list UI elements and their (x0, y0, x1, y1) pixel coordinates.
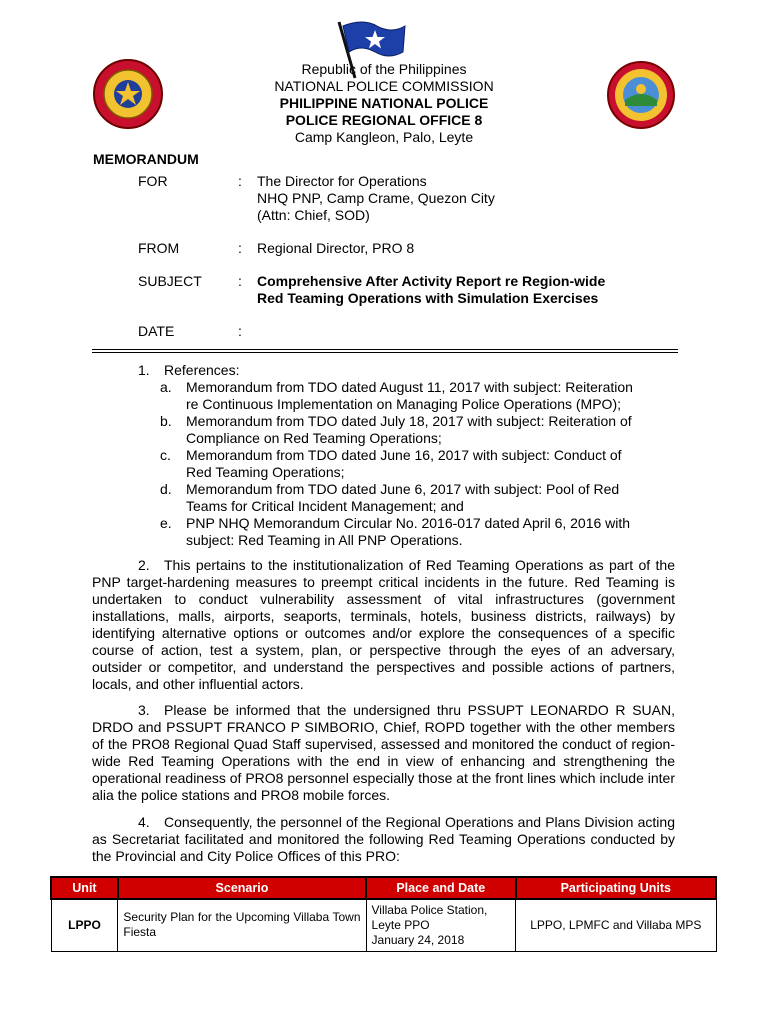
cell-date: January 24, 2018 (371, 932, 465, 947)
cell-place-date (366, 899, 516, 951)
header-place-date: Place and Date (366, 877, 516, 899)
reference-letter: e. (160, 515, 172, 531)
header-pnp: PHILIPPINE NATIONAL POLICE (279, 95, 489, 111)
reference-letter: c. (160, 447, 171, 463)
red-teaming-table (50, 876, 717, 952)
subject-line-2: Red Teaming Operations with Simulation Exercises (257, 290, 599, 306)
date-colon: : (238, 323, 242, 339)
cell-participants: LPPO, LPMFC and Villaba MPS (516, 899, 716, 951)
header-unit: Unit (51, 877, 118, 899)
paragraph-3-text: Please be informed that the undersigned thru PSSUPT LEONARDO R SUAN, DRDO and PSSUPT FRANCO P SIMBORIO, Chief, ROPD together with the other members of the PRO8 Regional Quad Staff supervised, assessed and monitored the conduct of region-wide Red Teaming Operations with the end in view of enhancing and strengthening the operational readiness of PRO8 personnel especially those at the front lines which include inter alia the police stations and PRO8 mobile forces. (92, 702, 675, 803)
paragraph-4-number: 4. (138, 814, 150, 830)
references-title: References: (164, 362, 240, 378)
for-line-2: NHQ PNP, Camp Crame, Quezon City (257, 190, 495, 206)
header-scenario: Scenario (118, 877, 366, 899)
header-republic: Republic of the Philippines (301, 61, 467, 77)
cell-place-line-1: Villaba Police Station, (371, 902, 488, 917)
references-number: 1. (138, 362, 150, 378)
reference-text: Memorandum from TDO dated June 16, 2017 with subject: Conduct of (186, 447, 622, 463)
reference-text-cont: subject: Red Teaming in All PNP Operations. (186, 532, 463, 548)
for-line-1: The Director for Operations (257, 173, 427, 189)
header-participating-units: Participating Units (516, 877, 716, 899)
reference-item (160, 413, 676, 447)
reference-text: Memorandum from TDO dated June 6, 2017 with subject: Pool of Red (186, 481, 620, 497)
for-colon: : (238, 173, 242, 189)
reference-text-cont: Red Teaming Operations; (186, 464, 345, 480)
date-label: DATE (138, 323, 175, 339)
from-label: FROM (138, 240, 180, 256)
subject-label: SUBJECT (138, 273, 202, 289)
paragraph-3 (92, 702, 675, 804)
from-colon: : (238, 240, 242, 256)
subject-line-1: Comprehensive After Activity Report re Region-wide (257, 273, 606, 289)
from-value: Regional Director, PRO 8 (257, 240, 415, 256)
reference-letter: b. (160, 413, 172, 429)
reference-text-cont: Teams for Critical Incident Management; and (186, 498, 464, 514)
table-row (51, 899, 716, 951)
paragraph-2-number: 2. (138, 557, 150, 573)
for-line-3: (Attn: Chief, SOD) (257, 207, 370, 223)
table-header-row (51, 877, 716, 899)
paragraph-4-text: Consequently, the personnel of the Regional Operations and Plans Division acting as Secretariat facilitated and monitored the following Red Teaming Operations conducted by the Provincial and City Police Offices of this PRO: (92, 814, 675, 864)
reference-text-cont: Compliance on Red Teaming Operations; (186, 430, 442, 446)
cell-scenario: Security Plan for the Upcoming Villaba Town Fiesta (118, 899, 366, 951)
reference-text-cont: re Continuous Implementation on Managing Police Operations (MPO); (186, 396, 621, 412)
divider-rule-top (92, 349, 678, 350)
paragraph-2-text: This pertains to the institutionalization of Red Teaming Operations as part of the PNP target-hardening measures to preempt critical incidents in the future. Red Teaming is undertaken to conduct vulnerability assessment of vital infrastructures (government installations, malls, airports, seaports, terminals, hotels, business districts, railways) by identifying alternative options or outcomes and/or explore the consequences of a specific course of action, test a system, plan, or perspective through the eyes of an adversary, outsider or competitor, and understand the perspectives and possible actions of partners, locals, and other influential actors. (92, 557, 675, 692)
reference-item (160, 379, 676, 413)
paragraph-4 (92, 814, 675, 865)
reference-item (160, 515, 676, 549)
references-list (160, 379, 676, 549)
references-heading (138, 362, 239, 379)
divider-rule-bottom (92, 352, 678, 353)
header-napolcom: NATIONAL POLICE COMMISSION (274, 78, 494, 94)
paragraph-2 (92, 557, 675, 693)
header-pro8: POLICE REGIONAL OFFICE 8 (285, 112, 483, 128)
reference-item (160, 447, 676, 481)
header-camp: Camp Kangleon, Palo, Leyte (294, 129, 474, 145)
for-label: FOR (138, 173, 168, 189)
subject-colon: : (238, 273, 242, 289)
reference-text: Memorandum from TDO dated July 18, 2017 with subject: Reiteration of (186, 413, 632, 429)
paragraph-3-number: 3. (138, 702, 150, 718)
cell-place-line-2: Leyte PPO (371, 917, 430, 932)
reference-item (160, 481, 676, 515)
cell-unit: LPPO (51, 899, 118, 951)
reference-text: Memorandum from TDO dated August 11, 2017 with subject: Reiteration (186, 379, 633, 395)
memo-title: MEMORANDUM (93, 151, 199, 167)
reference-letter: d. (160, 481, 172, 497)
reference-text: PNP NHQ Memorandum Circular No. 2016-017 dated April 6, 2016 with (186, 515, 631, 531)
reference-letter: a. (160, 379, 172, 395)
